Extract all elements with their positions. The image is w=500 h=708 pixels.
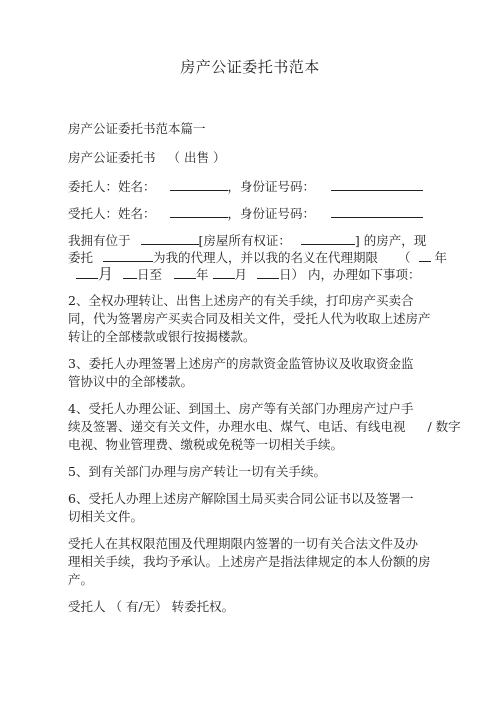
responsibility-line-1: 受托人在其权限范围及代理期限内签署的一切有关合法文件及办	[68, 536, 419, 551]
p1-text-j: 年	[196, 267, 209, 282]
heading: 房产公证委托书	[68, 150, 156, 165]
item-3-line-2: 管协议中的全部楼款。	[68, 374, 194, 389]
p1-text-i: 日至	[137, 267, 163, 282]
subtitle: 房产公证委托书范本篇一	[68, 121, 206, 136]
principal-id-label: ，身份证号码：	[227, 179, 316, 194]
item-4-line-2-tail: / 数字	[427, 419, 461, 434]
agent-id-label: ，身份证号码：	[227, 206, 316, 221]
item-2-line-3: 转让的全部楼款或银行按揭楼款。	[68, 329, 256, 344]
principal-name-blank	[170, 178, 228, 191]
item-4-line-2-text: 续及签署、递交有关文件，办理水电、煤气、电话、有线电视	[68, 419, 406, 434]
heading-note: （ 出售 ）	[167, 150, 226, 165]
item-4-line-2	[68, 419, 461, 435]
responsibility-line-2: 理相关手续，我均予承认。上述房产是指法律规定的本人份额的房	[68, 554, 431, 569]
item-5: 5、到有关部门办理与房产转让一切有关手续。	[68, 464, 326, 479]
start-year-blank	[419, 249, 431, 262]
agent-line	[68, 205, 423, 222]
heading-line	[68, 150, 225, 166]
p1-text-d: 委托	[68, 250, 94, 265]
p1-text-e: 为我的代理人，并以我的名义在代理期限	[153, 250, 379, 265]
paragraph-1-line-1	[68, 232, 426, 249]
property-location-blank	[141, 232, 199, 245]
document-title: 房产公证委托书范本	[180, 58, 320, 76]
paragraph-1-line-3	[76, 266, 420, 283]
end-day-blank	[257, 266, 279, 279]
certificate-no-blank	[301, 232, 355, 245]
agent-blank	[103, 249, 153, 262]
item-3-line-1: 3、委托人办理签署上述房产的房款资金监管协议及收取资金监	[68, 356, 414, 371]
end-month-blank	[213, 266, 235, 279]
end-year-blank	[174, 266, 196, 279]
principal-line	[68, 178, 423, 195]
p1-text-a: 我拥有位于	[68, 233, 131, 248]
item-6-line-1: 6、受托人办理上述房产解除国土局买卖合同公证书以及签署一	[68, 491, 414, 506]
agent-id-blank	[331, 205, 423, 218]
item-2-line-1: 2、全权办理转让、出售上述房产的有关手续，打印房产买卖合	[68, 293, 414, 308]
principal-id-blank	[331, 178, 423, 191]
sub-delegation-line: 受托人 （ 有/无） 转委托权。	[68, 599, 235, 614]
item-4-line-1: 4、受托人办理公证、到国土、房产等有关部门办理房产过户手	[68, 401, 414, 416]
agent-label: 受托人：姓名：	[68, 206, 156, 221]
paragraph-1-line-2	[68, 249, 447, 266]
principal-label: 委托人：姓名：	[68, 179, 156, 194]
p1-text-g: 年	[434, 250, 447, 265]
item-2-line-2: 同，代为签署房产买卖合同及相关文件，受托人代为收取上述房产	[68, 311, 431, 326]
p1-text-h: 月	[98, 265, 114, 283]
p1-text-k: 月	[234, 267, 248, 282]
item-4-line-3: 电视、物业管理费、缴税或免税等一切相关手续。	[68, 437, 344, 452]
p1-text-b: [房屋所有权证：	[198, 233, 291, 248]
p1-text-c: ] 的房产，现	[354, 233, 427, 248]
p1-text-f: （	[398, 250, 411, 265]
start-day-blank	[123, 266, 137, 279]
item-6-line-2: 切相关文件。	[68, 509, 144, 524]
agent-name-blank	[170, 205, 228, 218]
responsibility-line-3: 产。	[68, 572, 94, 587]
start-month-blank	[76, 266, 98, 279]
p1-text-l: 日） 内，办理如下事项：	[279, 267, 421, 282]
